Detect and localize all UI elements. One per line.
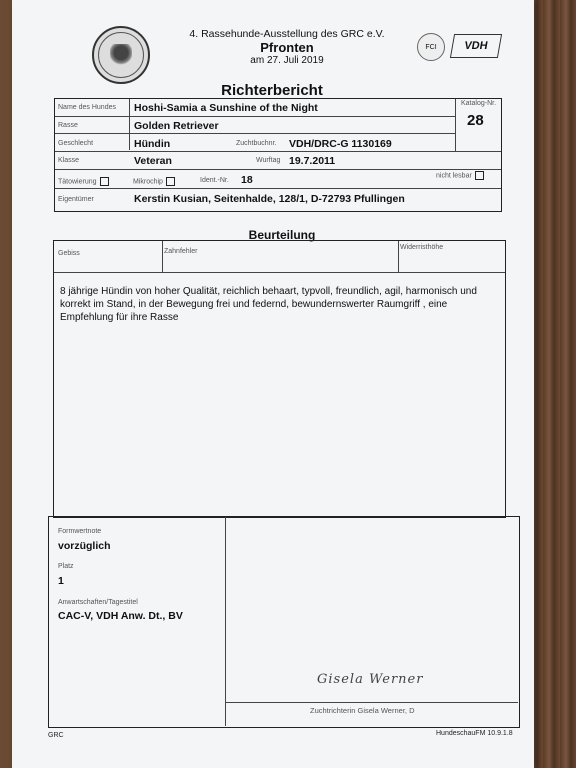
ident-label: Ident.-Nr. <box>200 177 229 184</box>
grade-value: vorzüglich <box>58 540 111 552</box>
breed-label: Rasse <box>58 122 78 129</box>
name-value: Hoshi-Samia a Sunshine of the Night <box>134 102 318 114</box>
grade-label: Formwertnote <box>58 528 102 535</box>
studbook-value: VDH/DRC-G 1130169 <box>289 138 392 150</box>
chip-label: Mikrochip <box>133 178 163 186</box>
chip-checkbox[interactable] <box>166 177 175 186</box>
show-date: am 27. Juli 2019 <box>250 55 324 66</box>
widerrist-label: Widerristhöhe <box>400 244 444 251</box>
sex-label: Geschlecht <box>58 140 94 147</box>
tattoo-label: Tätowierung <box>58 178 97 186</box>
result-box <box>48 516 520 728</box>
tattoo-field <box>58 177 109 186</box>
unreadable-field <box>436 171 484 180</box>
footer-left: GRC <box>48 732 64 739</box>
assessment-box <box>53 240 506 518</box>
sex-value: Hündin <box>134 138 171 150</box>
owner-value: Kerstin Kusian, Seitenhalde, 128/1, D-72793 Pfullingen <box>134 193 405 205</box>
catalog-label: Katalog-Nr. <box>461 100 497 107</box>
grc-logo <box>92 26 150 84</box>
titles-label: Anwartschaften/Tagestitel <box>58 599 138 606</box>
show-location: Pfronten <box>260 40 314 55</box>
unreadable-label: nicht lesbar <box>436 172 472 180</box>
page-title: Richterbericht <box>221 82 323 99</box>
unreadable-checkbox[interactable] <box>475 171 484 180</box>
fci-logo: FCI <box>417 33 445 61</box>
judge-signature: Gisela Werner <box>317 672 424 687</box>
owner-label: Eigentümer <box>58 196 94 203</box>
tattoo-checkbox[interactable] <box>100 177 109 186</box>
judge-label: Zuchtrichterin Gisela Werner, D <box>310 706 415 715</box>
litter-label: Wurftag <box>256 157 281 164</box>
dog-emblem-icon <box>110 44 132 66</box>
name-label: Name des Hundes <box>58 104 116 111</box>
report-sheet <box>12 0 534 768</box>
studbook-label: Zuchtbuchnr. <box>236 140 277 147</box>
show-header <box>162 28 412 67</box>
assessment-heading: Beurteilung <box>248 228 316 242</box>
class-value: Veteran <box>134 155 172 167</box>
breed-value: Golden Retriever <box>134 120 219 132</box>
gebiss-label: Gebiss <box>58 250 80 257</box>
ident-value: 18 <box>241 174 253 186</box>
zahnfehler-label: Zahnfehler <box>164 248 198 255</box>
titles-value: CAC-V, VDH Anw. Dt., BV <box>58 610 183 622</box>
assessment-text: 8 jährige Hündin von hoher Qualität, reichlich behaart, typvoll, freundlich, agil, harmonisch und korrekt im Stand, in der Bewegung frei und federnd, bewundernswerter Raumgriff , eine Empfehlung für ihre Rasse <box>60 286 477 323</box>
show-title: 4. Rassehunde-Ausstellung des GRC e.V. <box>189 28 385 40</box>
vdh-logo: VDH <box>450 34 502 58</box>
chip-field <box>133 177 175 186</box>
place-label: Platz <box>58 563 74 570</box>
class-label: Klasse <box>58 157 80 164</box>
litter-value: 19.7.2011 <box>289 155 336 167</box>
place-value: 1 <box>58 575 64 587</box>
catalog-value: 28 <box>467 112 484 129</box>
footer-right: HundeschauFM 10.9.1.8 <box>436 730 513 737</box>
